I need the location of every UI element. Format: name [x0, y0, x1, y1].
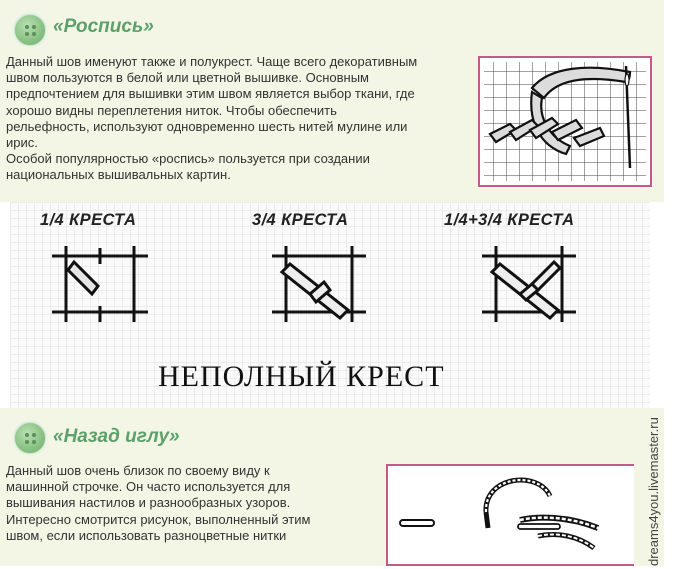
text-line: Интересно смотрится рисунок, выполненный этим [6, 511, 311, 527]
back-stitch-drawing [388, 466, 634, 564]
text-line: Данный шов именуют также и полукрест. Чаще всего декоративным [6, 54, 418, 69]
label-quarter-cross: 1/4 КРЕСТА [40, 211, 137, 229]
text-line: предпочтением для вышивки этим швом является выбор ткани, где [6, 86, 415, 102]
rospis-description [6, 54, 417, 184]
partial-cross-diagram [10, 202, 650, 408]
stem-stitch-drawing [480, 58, 650, 185]
text-line: Данный шов очень близок по своему виду к [6, 463, 270, 478]
green-button-icon [14, 422, 46, 454]
partial-cross-svg [10, 202, 650, 408]
text-line: национальных вышивальных картин. [6, 167, 231, 183]
rospis-section [0, 0, 664, 202]
text-line: вышивания настилов и разнообразных узоров. [6, 495, 291, 511]
green-button-icon [14, 14, 46, 46]
text-line: рельефность, используют одновременно шесть нитей мулине или [6, 118, 408, 134]
watermark: dreams4you.livemaster.ru [646, 417, 661, 566]
nazad-iglu-title: «Назад иглу» [53, 426, 180, 447]
stem-stitch-illustration [478, 56, 652, 187]
text-line: швом пользуются в белой или цветной вышивке. Основным [6, 70, 369, 86]
nazad-iglu-description [6, 463, 310, 544]
back-stitch-illustration [386, 464, 634, 566]
nazad-iglu-section [0, 408, 664, 566]
diagram-title: НЕПОЛНЫЙ КРЕСТ [158, 360, 445, 393]
text-line: Особой популярностью «роспись» пользуется при создании [6, 151, 370, 167]
label-combined-cross: 1/4+3/4 КРЕСТА [444, 211, 575, 229]
label-three-quarter-cross: 3/4 КРЕСТА [252, 211, 349, 229]
text-line: ирис. [6, 135, 38, 151]
rospis-title: «Роспись» [53, 16, 154, 37]
text-line: машинной строчке. Он часто используется для [6, 479, 291, 495]
text-line: хорошо видны переплетения ниток. Чтобы обеспечить [6, 102, 337, 118]
text-line: швом, если использовать разноцветные нитки [6, 527, 287, 543]
